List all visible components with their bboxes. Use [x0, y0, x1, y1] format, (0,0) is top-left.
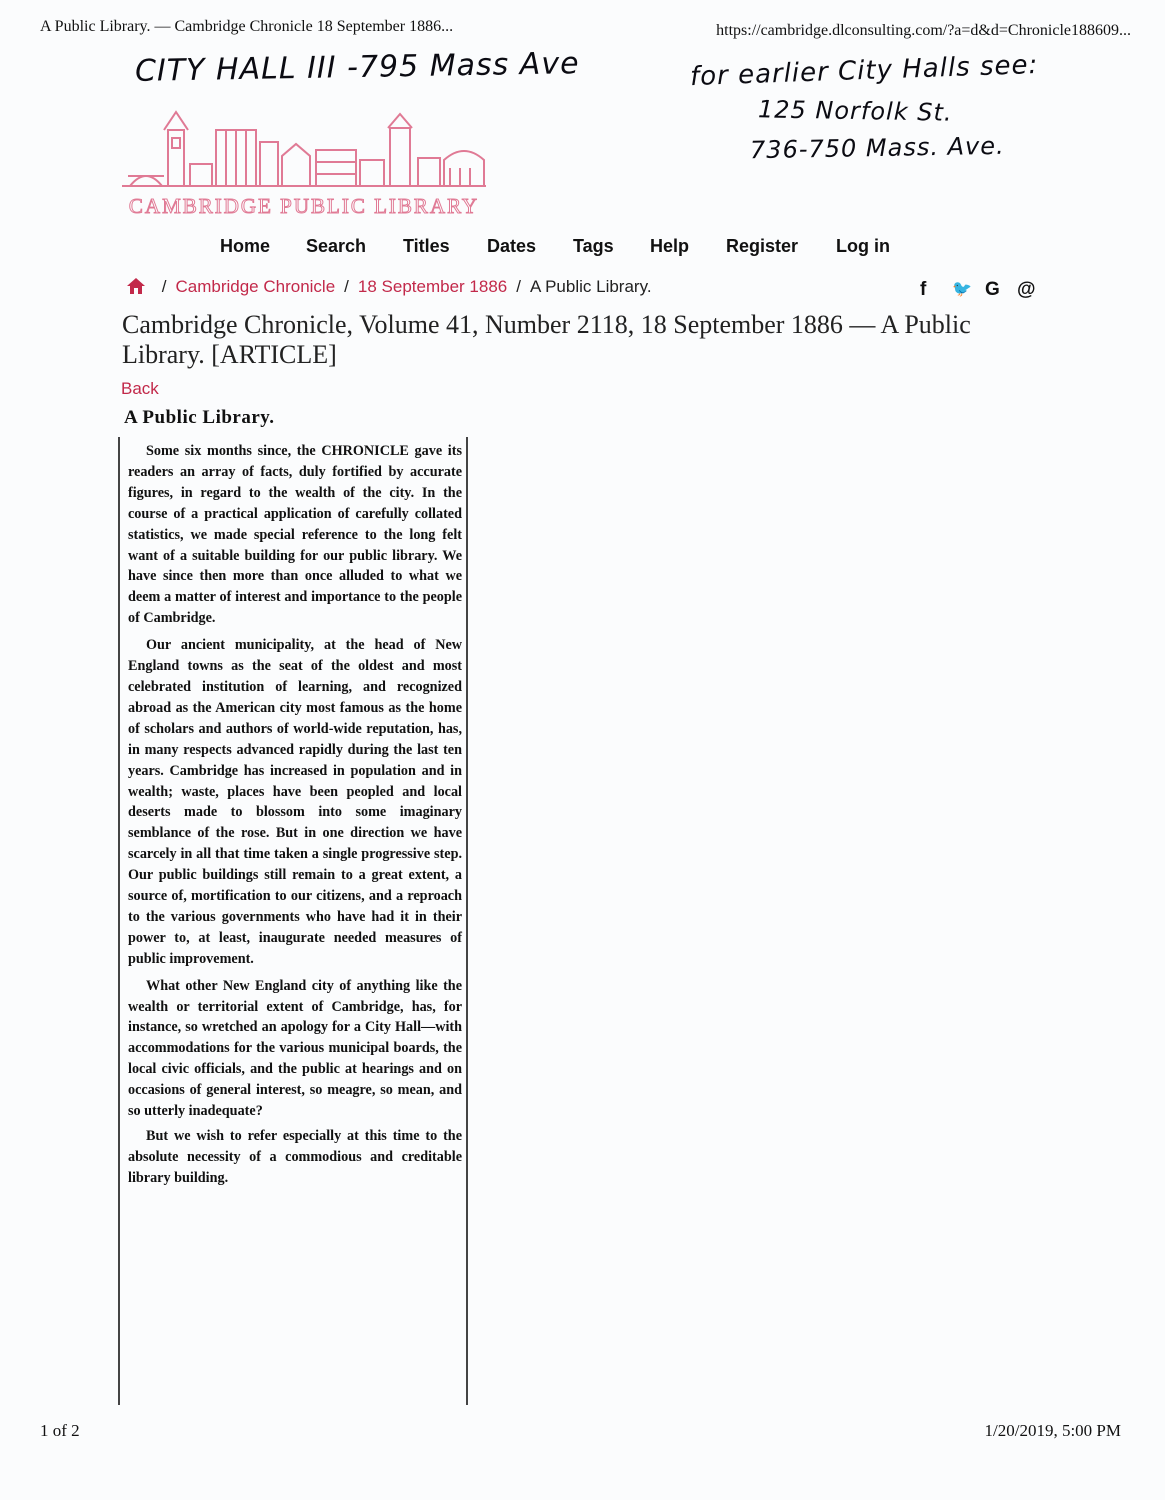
nav-help[interactable]: Help — [650, 236, 690, 256]
handwritten-note-mass-ave: 736-750 Mass. Ave. — [749, 131, 1005, 165]
article-paragraph: What other New England city of anything like the wealth or territorial extent of Cambridge, has, for instance, so wretched an apology for a City Hall—with accommodations for the various municipal boards, the local civic officials, and the public at hearings and on occasions of general interest, so meagre, so mean, and so utterly inadequate? — [128, 977, 462, 1120]
print-page-title: A Public Library. — Cambridge Chronicle 18 September 1886... — [40, 18, 454, 35]
breadcrumb-separator: / — [344, 277, 349, 296]
article-paragraph: But we wish to refer especially at this time to the absolute necessity of a commodious and creditable library building. — [128, 1128, 462, 1186]
home-icon[interactable] — [126, 277, 148, 300]
nav-titles[interactable]: Titles — [403, 236, 450, 256]
print-url: https://cambridge.dlconsulting.com/?a=d&d=Chronicle188609... — [716, 22, 1131, 39]
nav-login[interactable]: Log in — [836, 236, 890, 256]
nav-tags[interactable]: Tags — [573, 236, 614, 256]
print-page-number: 1 of 2 — [40, 1421, 80, 1440]
article-paragraph: Some six months since, the CHRONICLE gave its readers an array of facts, duly fortified by accurate figures, in regard to the wealth of the city. In the course of a practical application of carefully collated statistics, we made special reference to the long felt want of a suitable building for our public library. We have since then more than once alluded to what we deem a matter of interest and importance to the people of Cambridge. — [128, 443, 462, 627]
library-logo[interactable] — [120, 108, 488, 220]
skyline-graphic — [120, 108, 488, 196]
nav-search[interactable]: Search — [306, 236, 367, 256]
breadcrumb-separator: / — [161, 277, 167, 296]
breadcrumb — [126, 277, 652, 300]
handwritten-note-norfolk: 125 Norfolk St. — [757, 95, 953, 127]
page-title: Cambridge Chronicle, Volume 41, Number 2118, 18 September 1886 — A Public Library. [ARTICLE] — [122, 310, 971, 369]
back-link[interactable]: Back — [121, 379, 159, 398]
email-icon[interactable]: @ — [1017, 279, 1036, 300]
facebook-icon[interactable]: f — [920, 279, 927, 300]
article-paragraph: Our ancient municipality, at the head of New England towns as the seat of the oldest and most celebrated institution of learning, and recognized abroad as the American city most famous as the home of scholars and authors of world-wide reputation, has, in many respects advanced rapidly during the last ten years. Cambridge has increased in population and in wealth; waste, places have been peopled and local deserts made to blossom into some imaginary semblance of the rose. But in one direction we have scarcely in all that time taken a single progressive step. Our public buildings still remain to a great extent, a source of, mortification to our citizens, and a reproach to the various governments who have had it in their power to, at least, inaugurate needed measures of public improvement. — [128, 637, 462, 967]
print-header — [40, 18, 1131, 44]
breadcrumb-separator: / — [516, 277, 521, 296]
article-headline: A Public Library. — [124, 407, 275, 428]
article-body — [118, 437, 468, 1405]
nav-dates[interactable]: Dates — [487, 236, 537, 256]
nav-register[interactable]: Register — [726, 236, 799, 256]
breadcrumb-issue-date[interactable]: 18 September 1886 — [357, 277, 508, 296]
google-icon[interactable]: G — [985, 279, 1000, 300]
handwritten-note-city-hall: CITY HALL III -795 Mass Ave — [134, 46, 580, 89]
breadcrumb-publication[interactable]: Cambridge Chronicle — [175, 277, 336, 296]
handwritten-note-earlier: for earlier City Halls see: — [689, 49, 1039, 93]
print-datetime: 1/20/2019, 5:00 PM — [984, 1421, 1121, 1440]
nav-home[interactable]: Home — [220, 236, 271, 256]
breadcrumb-current: A Public Library. — [529, 277, 652, 296]
article-clipping — [118, 405, 470, 1405]
twitter-icon[interactable]: 🐦 — [952, 281, 972, 298]
logo-text: CAMBRIDGE PUBLIC LIBRARY — [128, 194, 480, 218]
